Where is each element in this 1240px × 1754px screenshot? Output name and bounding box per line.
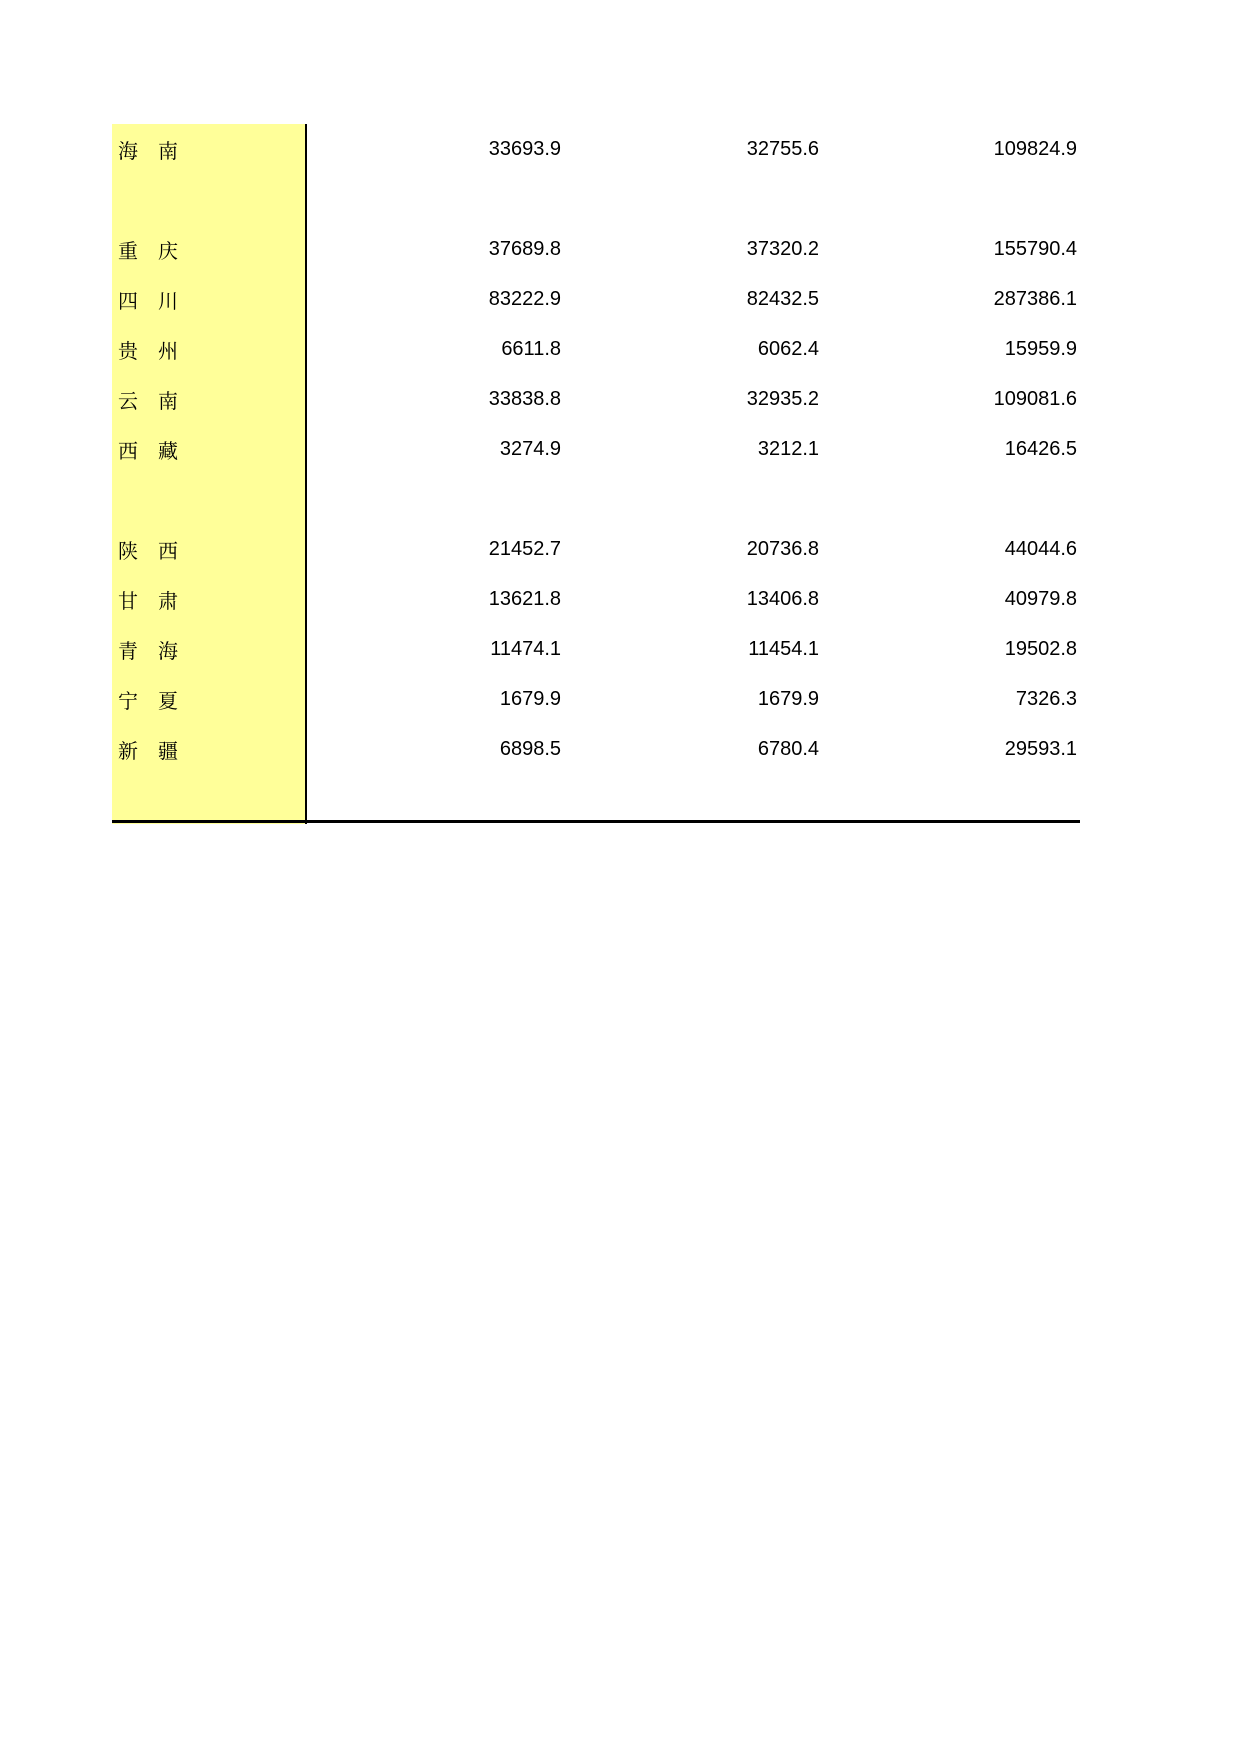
value-cell-col-1: 6611.8 (501, 337, 561, 360)
region-name-char-1: 新 (118, 738, 138, 763)
data-table (112, 124, 1080, 824)
region-name-char-2: 州 (158, 338, 178, 363)
region-name-cell (112, 524, 307, 574)
region-name-char-2: 夏 (158, 688, 178, 713)
region-name-cell (112, 774, 307, 824)
region-name-char-1: 西 (118, 438, 138, 463)
region-name-cell (112, 324, 307, 374)
value-cell-col-2: 32935.2 (746, 387, 819, 410)
region-name-char-1: 甘 (118, 588, 138, 613)
value-cell-col-2: 13406.8 (746, 587, 819, 610)
value-cell-col-1: 3274.9 (499, 437, 561, 460)
value-cell-col-1: 21452.7 (488, 537, 561, 560)
table-row (112, 524, 1080, 574)
table-row (112, 124, 1080, 174)
spacer-row (112, 174, 1080, 224)
value-cell-col-2: 11454.1 (748, 637, 819, 660)
value-cell-col-3: 109081.6 (993, 387, 1077, 410)
value-cell-col-1: 37689.8 (488, 237, 561, 260)
region-name-cell (112, 574, 307, 624)
value-cell-col-2: 6062.4 (757, 337, 819, 360)
table-row (112, 374, 1080, 424)
table-row (112, 274, 1080, 324)
value-cell-col-3: 7326.3 (1015, 687, 1077, 710)
value-cell-col-1: 11474.1 (490, 637, 561, 660)
region-name-cell (112, 624, 307, 674)
value-cell-col-3: 16426.5 (1004, 437, 1077, 460)
region-name-char-1: 青 (118, 638, 138, 663)
region-name-char-1: 海 (118, 138, 138, 163)
region-name-cell (112, 124, 307, 174)
value-cell-col-1: 1679.9 (499, 687, 561, 710)
region-name-cell (112, 224, 307, 274)
region-name-char-2: 南 (158, 388, 178, 413)
value-cell-col-1: 6898.5 (499, 737, 561, 760)
region-name-char-2: 藏 (158, 438, 178, 463)
value-cell-col-3: 44044.6 (1004, 537, 1077, 560)
region-name-char-1: 贵 (118, 338, 138, 363)
region-name-char-2: 疆 (158, 738, 178, 763)
table-row (112, 724, 1080, 774)
table-row (112, 624, 1080, 674)
table-bottom-rule (112, 820, 1080, 823)
value-cell-col-3: 155790.4 (993, 237, 1077, 260)
region-name-char-2: 肃 (158, 588, 178, 613)
value-cell-col-2: 1679.9 (757, 687, 819, 710)
region-name-char-1: 四 (118, 288, 138, 313)
value-cell-col-1: 33838.8 (488, 387, 561, 410)
table-row (112, 674, 1080, 724)
table-row (112, 424, 1080, 474)
value-cell-col-3: 109824.9 (993, 137, 1077, 160)
value-cell-col-2: 20736.8 (746, 537, 819, 560)
region-name-cell (112, 424, 307, 474)
region-name-char-1: 重 (118, 238, 138, 263)
value-cell-col-3: 29593.1 (1004, 737, 1077, 760)
region-name-char-1: 陕 (118, 538, 138, 563)
value-cell-col-1: 33693.9 (488, 137, 561, 160)
region-name-char-2: 海 (158, 638, 178, 663)
spacer-row (112, 774, 1080, 824)
spacer-row (112, 474, 1080, 524)
value-cell-col-2: 3212.1 (757, 437, 819, 460)
region-name-cell (112, 474, 307, 524)
region-name-char-1: 云 (118, 388, 138, 413)
value-cell-col-3: 40979.8 (1004, 587, 1077, 610)
value-cell-col-1: 83222.9 (488, 287, 561, 310)
region-name-cell (112, 374, 307, 424)
table-row (112, 324, 1080, 374)
value-cell-col-3: 287386.1 (993, 287, 1077, 310)
region-name-cell (112, 174, 307, 224)
value-cell-col-3: 19502.8 (1004, 637, 1077, 660)
region-name-cell (112, 724, 307, 774)
table-row (112, 224, 1080, 274)
value-cell-col-1: 13621.8 (488, 587, 561, 610)
region-name-char-2: 西 (158, 538, 178, 563)
region-name-cell (112, 274, 307, 324)
region-name-char-2: 南 (158, 138, 178, 163)
region-name-char-1: 宁 (118, 688, 138, 713)
table-row (112, 574, 1080, 624)
region-name-cell (112, 674, 307, 724)
value-cell-col-2: 37320.2 (746, 237, 819, 260)
value-cell-col-2: 6780.4 (757, 737, 819, 760)
value-cell-col-3: 15959.9 (1004, 337, 1077, 360)
region-name-char-2: 川 (158, 288, 178, 313)
value-cell-col-2: 82432.5 (746, 287, 819, 310)
value-cell-col-2: 32755.6 (746, 137, 819, 160)
region-name-char-2: 庆 (158, 238, 178, 263)
